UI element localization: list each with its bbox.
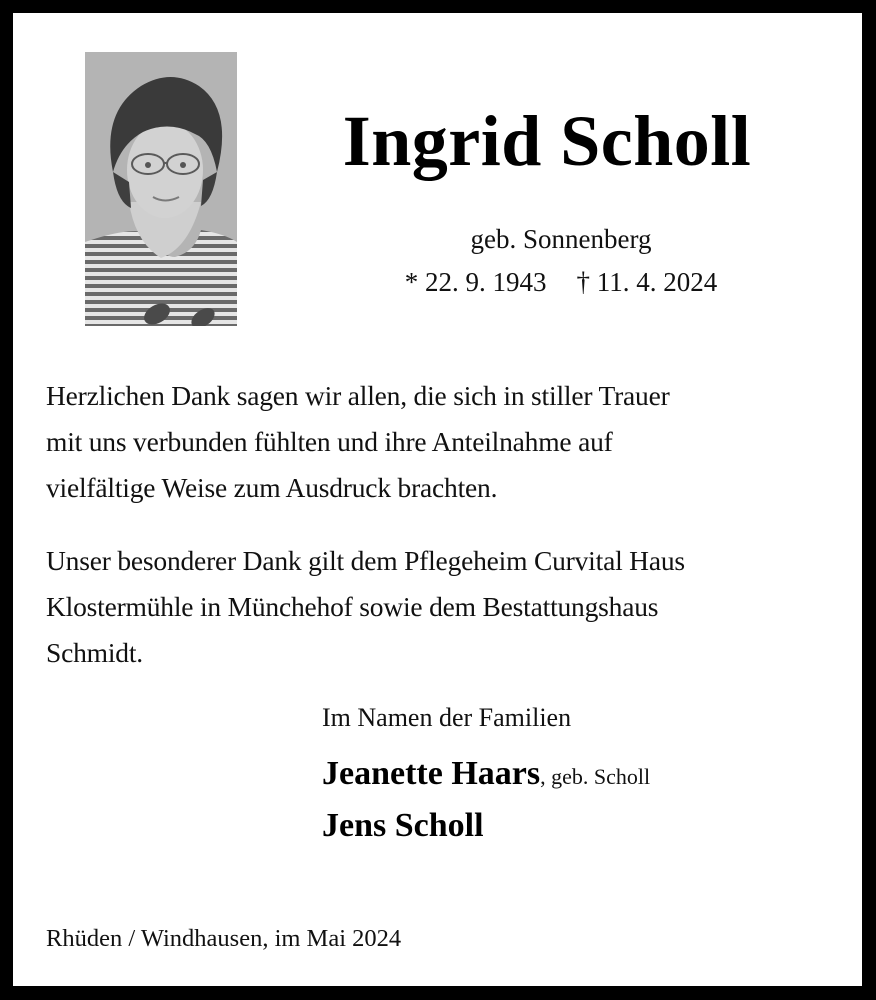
signatory-note: , geb. Scholl — [540, 764, 651, 789]
text-line: Schmidt. — [46, 637, 143, 668]
text-line: mit uns verbunden fühlten und ihre Anteilnahme auf — [46, 426, 613, 457]
maiden-name: geb. Sonnenberg — [470, 224, 652, 254]
signatory-name: Jeanette Haars — [322, 755, 541, 792]
deceased-name: Ingrid Scholl — [342, 101, 752, 181]
death-date: † 11. 4. 2024 — [576, 267, 718, 297]
special-thanks-paragraph — [46, 538, 846, 676]
obituary-notice — [13, 13, 862, 986]
birth-date: * 22. 9. 1943 — [404, 267, 547, 297]
signoff-line: Im Namen der Familien — [322, 703, 572, 732]
text-line: Herzlichen Dank sagen wir allen, die sich in stiller Trauer — [46, 380, 670, 411]
text-line: Klostermühle in Münchehof sowie dem Bestattungshaus — [46, 591, 659, 622]
text-line: vielfältige Weise zum Ausdruck brachten. — [46, 472, 498, 503]
signatory — [322, 809, 484, 843]
text-line: Unser besonderer Dank gilt dem Pflegeheim Curvital Haus — [46, 545, 685, 576]
life-dates — [313, 269, 809, 296]
portrait-photo — [85, 52, 237, 326]
place-and-date: Rhüden / Windhausen, im Mai 2024 — [46, 925, 402, 952]
signatory — [322, 757, 650, 791]
signatory-name: Jens Scholl — [322, 807, 484, 844]
thanks-paragraph — [46, 373, 846, 511]
